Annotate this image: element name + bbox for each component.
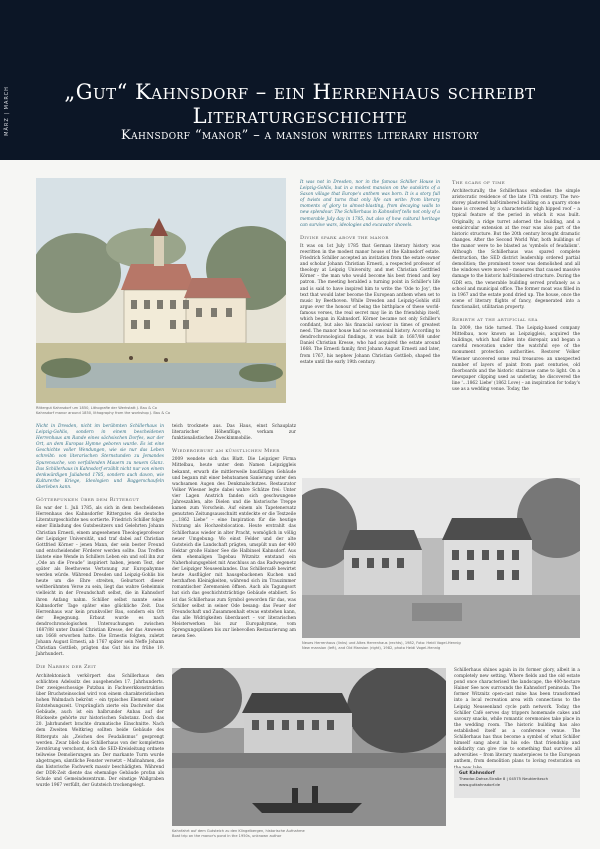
info-box [454, 768, 580, 798]
page-title-german: „Gut“ Kahnsdorf – ein Herrenhaus schreibt Literaturgeschichte [64, 80, 536, 128]
month-label: MÄRZ | MARCH [3, 86, 10, 136]
english-section1-heading: Divine spark above the manor [300, 234, 389, 241]
english-col3-continued: Schillerhaus shines again in its former glory, albeit in a completely new setting. Where fields and the old estate pond once characterised the landscape, the 400-hectare Hainer See now surrounds the Kahnsdorf peninsula. The former Witznitz open-cast mine has been transformed into a local recreation area with connections to the Leipzig Neuseenland cycle path network. Today, the Schiller Café serves day trippers homemade cakes and savoury snacks, while romantic ceremonies take place in the wedding room. The historic building has also established itself as a conference venue. The Schillerhaus has thus become a symbol of what Schiller himself sang about in his ode: that friendship and solidarity can give rise to something that survives all adversities – from literary masterpieces to the European anthem, from demolition plans to loving restoration on [454, 668, 580, 765]
english-section3-text: In 2009, the tide turned. The Leipzig-based company Mittelbau, now known as Leipziggleis, acquired the buildings, which had fallen into disrepair, and began a careful renovation under the watchful eye of the monument protection authorities. Restorer Volker Wiesner uncovered some real treasures: an unexpected number of layers of paint from past centuries, old floorboards and the historic staircase came to light. On a newspaper clipping used as underlay, he discovered the line '…1862 Liebe' (1862 Love) – an inspiration for today's use as a wedding venue. Today, the [452, 326, 580, 392]
boat-photo [172, 668, 446, 826]
german-column-left [36, 424, 164, 793]
boat-caption-en: Boat trip on the manor's pond in the 1950s, unknown author [172, 834, 282, 838]
painting-image [36, 178, 286, 403]
english-section2-heading: The scars of time [452, 180, 506, 186]
painting-caption [36, 406, 296, 416]
boat-bw-photo [172, 668, 446, 826]
german-section1-text: Es war der 1. Juli 1785, als sich in dem bescheidenen Herrenhaus des Kahnsdorfer Rittergutes die deutsche Literaturgeschichte neu sortierte. Friedrich Schiller folgte einer Einladung des Gutsbesitzers und Gelehrten Johann Christian Ernesti, einem angesehenen Theologieprofessor der Leipziger Universität, und traf dabei auf Christian Gottfried Körner – jenen Mann, der sein bester Freund und entscheidender Förderer werden sollte. Das Treffen läutete eine Wende in Schillers Leben ein und soll ihn zur „Ode an die Freude“ inspiriert haben, jenem Text, der später als Beethovens Vertonung zur Europahymne werden würde. Während Dresden und Leipzig-Gohlis bis heute um die Ehre streiten, Geburtsort dieser weltberühmten Verse zu sein, liegt das wahre Geheimnis vielleicht in der Freundschaft selbst, die in Kahnsdorf ihren Anfang nahm. Schiller selbst nannte seine Kahnsdorfer Tage später eine glückliche Zeit. Das Herrenhaus war kein prunkvoller Bau, sondern ein Ort der Begegnung. Erbaut wurde es nach dendrochronologischen Untersuchungen zwischen 1687/88 unter Daniel Christian Kresse, der das Anwesen um 1668 erworben hatte. Die Ernestis folgten, zuletzt Johann August Ernesti, ab 1767 später sein Neffe Johann Christian Gottlieb, prägten das Gut bis ins frühe 19. Jahrhundert. [36, 506, 164, 658]
english-column-right [452, 180, 580, 397]
page-title-english: Kahnsdorf “manor” – a mansion writes literary history [121, 128, 479, 143]
manor-lithograph [36, 178, 286, 403]
houses-caption [302, 641, 580, 651]
german-intro: Nicht in Dresden, nicht im berühmten Schillerhaus in Leipzig-Gohlis, sondern in einem bescheidenen Herrenhaus am Rande eines sächsischen Dorfes, war der Ort, an dem Europas Hymne geboren wurde. Es ist eine Geschichte voller Wendungen, wie sie nur das Leben schreibt: von literarischen Sternstunden zu Jemandes Spurensuche, von verfallenden Mauern zu neuem Glanz. Das Schillerhaus in Kahnsdorf erzählt nicht nur von einem denkwürdigen Juliabend 1785, sondern auch davon, wie Kulturerbe Kriege, Ideologien und Baggerschaufeln überleben kann. [36, 424, 164, 490]
english-section3-heading: Rebirth at the artificial sea [452, 316, 538, 323]
english-column-intro [300, 180, 440, 370]
german-section2-text: Architektonisch verkörpert das Schillerhaus den schlichten Adelssitz des ausgehenden 17. Jahrhunderts. Der zweigeschossige Putzbau in Fachwerkkonstruktion über Bruchsteinsockel wird von einem charakteristischen hohen Walmdach bekrönt – ein typisches Element seiner Entstehungszeit. Ursprünglich zierte ein Dachreiter das Gebäude, auch ist ein halbrunder Anbau auf der Rückseite gehörte zur historischen Substanz. Doch das 20. Jahrhundert brachte dramatische Einschnitte. Nach dem Zweiten Weltkrieg sollten beide Gebäude des Ritterguts als „Zeichen des Feudalismus“ gesprengt werden. Zwar blieb das Schillerhaus von der kompletten Zerstörung verschont, doch die SED-Kreisleitung ordnete teilweise Demolierungen an: Der markante Turm wurde abgetragen, sämtliche Fenster versetzt – Maßnahmen, die das historische Fachwerk massiv beschädigten. Während der DDR-Zeit diente das ehemalige Gebäude profan als Schule und Gemeindezentrum. Der einstige Wallgraben wurde 1967 verfüllt, der Gutsteich trockengelegt. [36, 673, 164, 789]
boat-caption [172, 829, 446, 839]
german-section1-heading: Götterfunken über dem Rittergut [36, 497, 140, 504]
german-column-middle [172, 424, 296, 644]
houses-bw-photo [302, 478, 580, 638]
header-banner [0, 0, 600, 160]
german-col2-continued: teich trocknete aus. Das Haus, einst Schauplatz literarischer Höhenflüge, verkam zur funktionalistischen Zweckimmobilie. [172, 424, 296, 442]
german-section3-heading: Wiedergeburt am künstlichen Meer [172, 448, 280, 455]
english-section2-text: Architecturally, the Schillerhaus embodies the simple aristocratic residence of the late 17th century. The two-storey plastered half-timbered building on a quarry stone base is crowned by a characteristic high hipped roof – a typical feature of the period in which it was built. Originally, a ridge turret adorned the building, and a semicircular extension at the rear was also part of the historic structure. But the 20th century brought dramatic changes. After the Second World War, both buildings of the manor were to be blasted as 'symbols of feudalism'. Although the Schillerhaus was spared complete destruction, the SED district leadership ordered partial demolition; the prominent tower was demolished and all the windows were moved – measures that caused massive damage to the historic half-timbered structure. During the GDR era, the venerable building served profanely as a school and municipal office. The former moat was filled in in 1967 and the estate pond dried up. The house, once the scene of literary flights of fancy, degenerated into a functionalist, utilitarian property. [452, 189, 580, 310]
english-intro: It was not in Dresden, nor in the famous Schiller House in Leipzig-Gohlis, but in a modest mansion on the outskirts of a Saxon village that Europe's anthem was born. It is a story full of twists and turns that only life can write: from literary moments of glory to almost-blasting, from decaying walls to new splendour. The Schillerhaus in Kahnsdorf tells not only of a memorable July day in 1785, but also of how cultural heritage can survive wars, ideologies and excavator shovels. [300, 180, 440, 228]
painting-caption-de: Rittergut Kahnsdorf um 1850, Lithografie der Werkstatt J. Bau & Co [36, 406, 157, 410]
painting-caption-en: Kahnsdorf manor around 1850, lithography from the workshop J. Bau & Co [36, 411, 171, 415]
houses-photo [302, 478, 580, 638]
houses-caption-de: Neues Herrenhaus (links) und Altes Herrenhaus (rechts), 1982, Foto: Heidi Vogel-Hennig [302, 641, 461, 645]
german-section2-heading: Die Narben der Zeit [36, 664, 97, 671]
boat-caption-de: Kahnfahrt auf dem Gutsteich zu den Klingelbergen, historische Aufnahme [172, 829, 305, 833]
english-section1-text: It was on 1st July 1785 that German literary history was rewritten in the modest manor house of the Kahnsdorf estate. Friedrich Schiller accepted an invitation from the estate owner and scholar Johann Christian Ernesti, a respected professor of theology at Leipzig University, and met Christian Gottfried Körner – the man who would become his best friend and key patron. The meeting heralded a turning point in Schiller's life and is said to have inspired him to write the 'Ode to Joy', the text that would later become the European anthem when set to music by Beethoven. While Dresden and Leipzig-Gohlis still argue over the honour of being the birthplace of these world-famous verses, the real secret may lie in the friendship itself, which began in Kahnsdorf. Körner became not only Schiller's confidant, but also his financial saviour in times of greatest need. The manor house had no ceremonial history. According to dendrochronological findings, it was built in 1687/88 under Daniel Christian Kresse, who had acquired the estate around 1668. The Ernesti family, first Johann August Ernesti and later, from 1767, his nephew Johann Christian Gottlieb, shaped the estate until the early 19th century. [300, 243, 440, 365]
english-column-continued [454, 668, 580, 776]
german-section3-text: 2009 wendete sich das Blatt. Die Leipziger Firma Mittelbau, heute unter dem Namen Leipziggleis bekannt, erwarb die mittlerweile baufälligen Gebäude und begann mit einer behutsamen Sanierung unter den wachsamen Augen des Denkmalschutzes. Restaurator Volker Wiesner legte dabei wahre Schätze frei: Unter vier Lagen Anstrich fanden sich geschwungene Jahreszahlen, alte Dielen und die historische Treppe kamen zum Vorschein. Auf einem als Tapetenersatz genutzten Zeitungsausschnitt entdeckte er die Textzeile „…1862 Liebe“ – eine Inspiration für die heutige Nutzung als Hochzeitslocation. Heute erstrahlt das Schillerhaus wieder in alter Pracht, womöglich in völlig neuer Umgebung: Wo einst Felder und der alte Gutsteich die Landschaft prägten, umspült nun der 400 Hektar große Hainer See die Halbinsel Kahnsdorf. Aus dem ehemaligen Tagebau Witznitz entstand ein Naherholungsgebiet mit Anschluss an das Radwegenetz der Leipziger Neuseenlandes. Das Schillercafé bewirtet heute Ausflügler mit hausgebackenen Kuchen und herzhaften Kleinigkeiten, während sich im Trauzimmer romantischer Zeremonien öffnen. Auch als Tagungsort hat sich das geschichtsträchtige Gebäude etabliert. So ist das Schillerhaus zum Symbol geworden für das, was Schiller selbst in seiner Ode besang: das Feuer der Freundschaft und Zusammenhalt etwas entstehen kann, das alle Widrigkeiten überdauert – vor literarischen Meisterwerken bis zur Europahymne, vom Sprengungsplänen bis zur liebevollen Restaurierung am neuen See. [172, 457, 296, 640]
info-address: Theodor-Dahse-Straße 8 | 04575 Neukieritzsch [459, 776, 549, 782]
info-title: Gut Kahnsdorf [459, 771, 495, 776]
houses-caption-en: New mansion (left), and Old Mansion (right), 1982, photo Heidi Vogel-Hennig [302, 646, 441, 650]
info-website[interactable]: www.gutkahnsdorf.de [459, 781, 501, 787]
